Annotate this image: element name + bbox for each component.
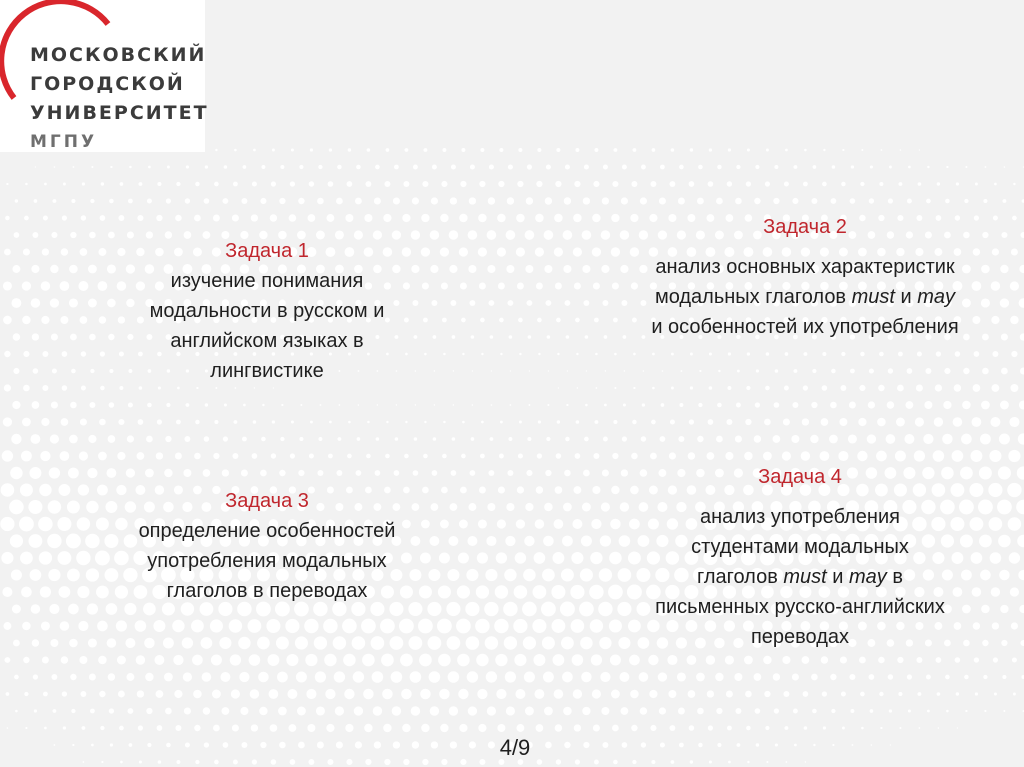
logo-text-line-1: МОСКОВСКИЙ — [30, 44, 207, 66]
task-4-text-b: и — [826, 566, 850, 588]
task-1-title: Задача 1 — [225, 240, 309, 262]
task-2-text-c: и особенностей их употребления — [651, 316, 959, 338]
task-2-title: Задача 2 — [763, 216, 847, 238]
task-3-description — [112, 516, 422, 606]
task-1-block — [112, 236, 422, 386]
logo-text-line-3: УНИВЕРСИТЕТ — [30, 102, 209, 124]
task-4-term-may: may — [849, 566, 887, 588]
task-3-block — [112, 486, 422, 606]
task-2-text-b: и — [894, 286, 918, 308]
task-4-title: Задача 4 — [758, 466, 842, 488]
logo-text-line-2: ГОРОДСКОЙ — [30, 73, 185, 95]
task-1-text: изучение понимания модальности в русском и английском языках в лингвистике — [149, 270, 385, 382]
task-4-block — [650, 462, 950, 652]
task-2-block — [650, 212, 960, 342]
task-2-text-a: анализ основных характеристик модальных глаголов — [654, 256, 955, 308]
task-2-term-may: may — [917, 286, 956, 308]
task-4-term-must: must — [783, 566, 827, 588]
task-3-title: Задача 3 — [225, 490, 309, 512]
university-logo — [0, 0, 209, 152]
task-4-description — [650, 502, 950, 652]
logo-abbreviation: МГПУ — [30, 132, 98, 152]
task-2-term-must: must — [851, 286, 895, 308]
task-2-description — [650, 252, 960, 342]
task-3-text: определение особенностей употребления модальных глаголов в переводах — [138, 520, 396, 602]
task-4-text-c: в письменных русско-английских переводах — [655, 566, 945, 648]
task-4-text-a: анализ употребления студентами модальных глаголов — [691, 506, 909, 588]
task-1-description — [112, 266, 422, 386]
page-indicator: 4/9 — [499, 735, 531, 760]
